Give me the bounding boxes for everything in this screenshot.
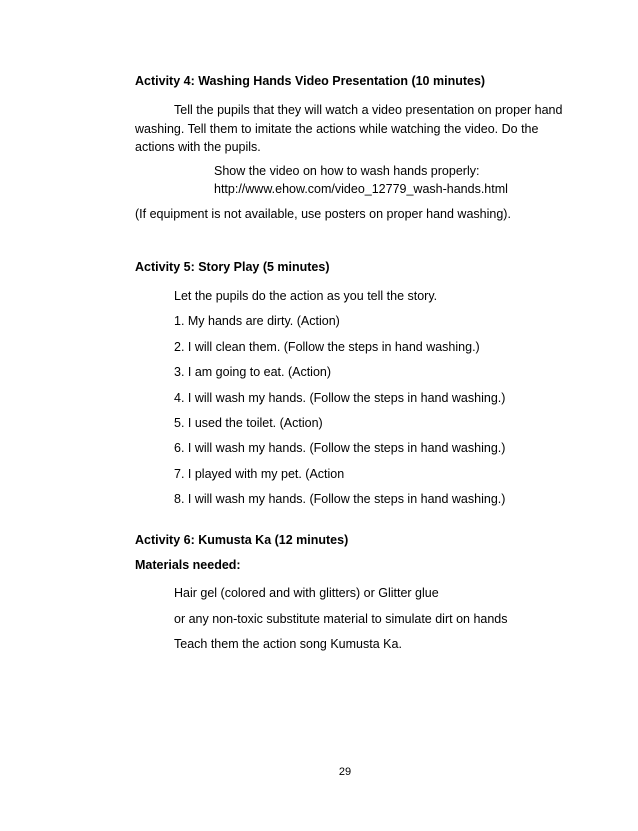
activity4-paragraph-line: actions with the pupils. [135,140,261,154]
activity5-heading: Activity 5: Story Play (5 minutes) [135,260,330,274]
story-step: 7. I played with my pet. (Action [174,467,345,481]
activity4-instruction-line: Show the video on how to wash hands properly: [214,164,480,178]
activity5-intro: Let the pupils do the action as you tell the story. [174,289,438,303]
story-step: 5. I used the toilet. (Action) [174,416,323,430]
story-step: 6. I will wash my hands. (Follow the steps in hand washing.) [174,441,506,455]
story-step: 1. My hands are dirty. (Action) [174,314,340,328]
story-step: 4. I will wash my hands. (Follow the steps in hand washing.) [174,391,506,405]
materials-line: Hair gel (colored and with glitters) or Glitter glue [174,586,439,600]
activity6-heading: Activity 6: Kumusta Ka (12 minutes) [135,533,349,547]
activity4-paragraph-line: Tell the pupils that they will watch a video presentation on proper hand [174,103,563,117]
activity4-note: (If equipment is not available, use posters on proper hand washing). [135,207,511,221]
story-step: 3. I am going to eat. (Action) [174,365,332,379]
activity4-heading: Activity 4: Washing Hands Video Presentation (10 minutes) [135,74,486,88]
story-step: 2. I will clean them. (Follow the steps in hand washing.) [174,340,480,354]
materials-heading: Materials needed: [135,558,241,572]
story-step: 8. I will wash my hands. (Follow the steps in hand washing.) [174,492,506,506]
page-number: 29 [338,766,352,778]
activity4-video-url: http://www.ehow.com/video_12779_wash-hands.html [214,182,508,196]
activity6-instruction: Teach them the action song Kumusta Ka. [174,637,402,651]
activity4-paragraph-line: washing. Tell them to imitate the actions while watching the video. Do the [135,122,539,136]
materials-line: or any non-toxic substitute material to simulate dirt on hands [174,612,508,626]
